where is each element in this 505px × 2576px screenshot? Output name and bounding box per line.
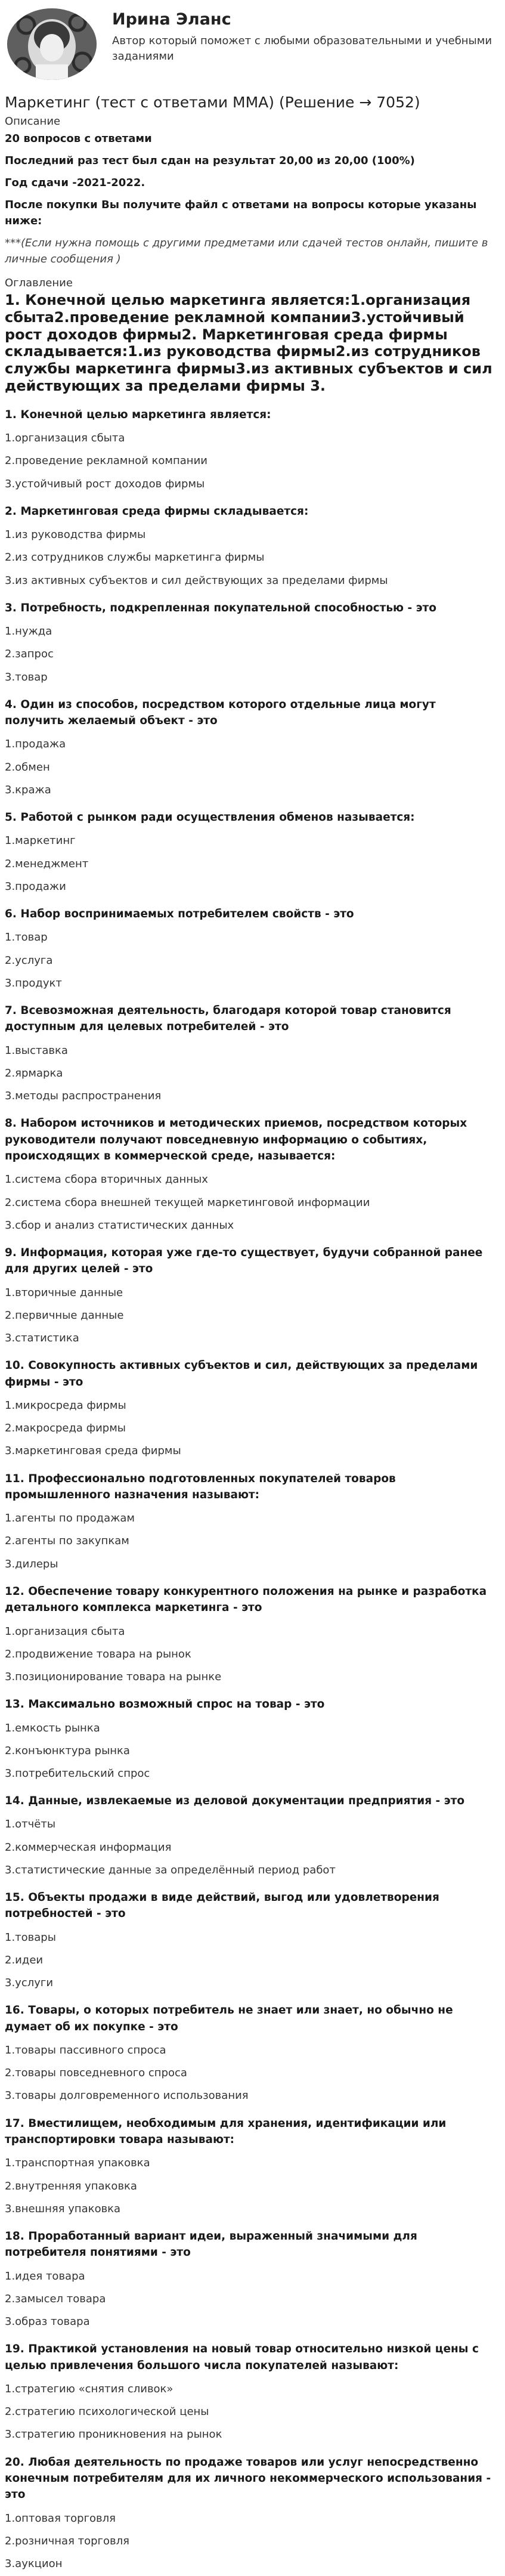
answer-option: 3.внешняя упаковка (5, 2202, 121, 2215)
question-block (5, 1890, 498, 1990)
answer-option: 2.товары повседневного спроса (5, 2067, 187, 2080)
answer-option: 1.организация сбыта (5, 432, 125, 445)
question-text: 11. Профессионально подготовленных покупателей товаров промышленного назначения называют: (5, 1472, 396, 1501)
answer-option: 1.выставка (5, 1044, 68, 1057)
question-text: 14. Данные, извлекаемые из деловой документации предприятия - это (5, 1795, 465, 1808)
question-block (5, 2002, 498, 2103)
question-block (5, 2228, 498, 2329)
question-block (5, 2341, 498, 2442)
question-text: 17. Вместилищем, необходимым для хранения, идентификации или транспортировки товара называют: (5, 2117, 447, 2146)
question-text: 3. Потребность, подкрепленная покупательной способностью - это (5, 601, 436, 614)
last-result: Последний раз тест был сдан на результат 20,00 из 20,00 (100%) (5, 154, 415, 167)
question-text: 8. Набором источников и методических приемов, посредством которых руководители получают повседневную информацию о событиях, происходящих в коммерческой среде, называется: (5, 1117, 467, 1162)
answer-option: 3.аукцион (5, 2558, 63, 2571)
answer-option: 3.услуги (5, 1977, 54, 1990)
question-block (5, 1357, 498, 1458)
question-text: 4. Один из способов, посредством которого отдельные лица могут получить желаемый объект - это (5, 698, 436, 728)
answer-option: 1.товары (5, 1931, 56, 1944)
answer-option: 3.устойчивый рост доходов фирмы (5, 477, 205, 490)
answer-option: 1.отчёты (5, 1818, 56, 1831)
answer-option: 1.транспортная упаковка (5, 2157, 150, 2170)
avatar-image (7, 8, 97, 80)
question-block (5, 2454, 498, 2572)
question-text: 15. Объекты продажи в виде действий, выгод или удовлетворения потребностей - это (5, 1891, 439, 1921)
answer-option: 3.продукт (5, 976, 62, 989)
answer-option: 2.агенты по закупкам (5, 1535, 129, 1548)
answer-option: 1.микросреда фирмы (5, 1399, 126, 1412)
question-block (5, 503, 498, 588)
answer-option: 2.запрос (5, 648, 54, 661)
answer-option: 3.дилеры (5, 1557, 58, 1570)
answer-option: 2.проведение рекламной компании (5, 454, 207, 468)
answer-option: 2.менеджмент (5, 857, 89, 870)
answer-option: 3.из активных субъектов и сил действующих за пределами фирмы (5, 574, 388, 587)
answer-option: 1.система сбора вторичных данных (5, 1173, 208, 1186)
question-text: 12. Обеспечение товару конкурентного положения на рынке и разработка детального комплекса маркетинга - это (5, 1585, 487, 1615)
answer-option: 2.коммерческая информация (5, 1841, 172, 1854)
answer-option: 2.внутренняя упаковка (5, 2179, 137, 2192)
question-text: 6. Набор воспринимаемых потребителем свойств - это (5, 907, 354, 920)
answer-option: 2.из сотрудников службы маркетинга фирмы (5, 551, 265, 564)
answer-option: 3.потребительский спрос (5, 1767, 150, 1780)
question-block (5, 1584, 498, 1684)
answer-option: 1.товар (5, 931, 48, 944)
answer-option: 1.идея товара (5, 2269, 85, 2283)
answer-option: 3.товары долговременного использования (5, 2089, 249, 2102)
question-text: 19. Практикой установления на новый товар относительно низкой цены с целью привлечения большого числа покупателей называют: (5, 2343, 479, 2372)
answer-option: 1.агенты по продажам (5, 1512, 135, 1525)
answer-option: 3.статистические данные за определённый период работ (5, 1863, 336, 1876)
question-text: 13. Максимально возможный спрос на товар - это (5, 1698, 325, 1711)
toc-label: Оглавление (5, 276, 73, 289)
question-block (5, 1696, 498, 1781)
author-header (5, 6, 498, 82)
answer-option: 3.статистика (5, 1332, 79, 1344)
answer-option: 2.первичные данные (5, 1309, 124, 1322)
answer-option: 3.позиционирование товара на рынке (5, 1670, 222, 1683)
answer-option: 1.из руководства фирмы (5, 528, 146, 542)
answer-option: 2.система сбора внешней текущей маркетинговой информации (5, 1196, 370, 1209)
question-block (5, 1471, 498, 1572)
question-text: 1. Конечной целью маркетинга является: (5, 408, 271, 421)
answer-option: 3.стратегию проникновения на рынок (5, 2428, 222, 2441)
page-title: Маркетинг (тест с ответами ММА) (Решение → 7052) (5, 94, 420, 111)
question-text: 20. Любая деятельность по продаже товаров или услуг непосредственно конечным потребителям для их личного некоммерческого использования - это (5, 2456, 491, 2501)
answer-option: 2.продвижение товара на рынок (5, 1647, 191, 1660)
question-block (5, 809, 498, 894)
author-description: Автор который поможет с любыми образовательными и учебными заданиями (112, 35, 492, 63)
answer-option: 1.организация сбыта (5, 1625, 125, 1638)
answer-option: 3.методы распространения (5, 1090, 162, 1102)
answer-option: 3.сбор и анализ статистических данных (5, 1219, 234, 1232)
question-block (5, 697, 498, 797)
answer-option: 2.ярмарка (5, 1066, 63, 1080)
author-name[interactable]: Ирина Эланс (112, 10, 231, 29)
question-text: 16. Товары, о которых потребитель не знает или знает, но обычно не думает об их покупке - это (5, 2004, 453, 2033)
question-block (5, 906, 498, 991)
answers-count: 20 вопросов с ответами (5, 132, 152, 145)
exam-year: Год сдачи -2021-2022. (5, 176, 145, 189)
question-list (5, 407, 498, 2571)
toc-summary: 1. Конечной целью маркетинга является:1.организация сбыта2.проведение рекламной компании3.устойчивый рост доходов фирмы2. Маркетинговая среда фирмы складывается:1.из руководства фирмы2.из сотрудников службы маркетинга фирмы3.из активных субъектов и сил действующих за пределами фирмы 3. (5, 292, 492, 395)
question-text: 2. Маркетинговая среда фирмы складывается: (5, 505, 309, 518)
description-label: Описание (5, 115, 61, 128)
answer-option: 1.стратегию «снятия сливок» (5, 2383, 174, 2395)
answer-option: 1.продажа (5, 738, 66, 751)
question-text: 5. Работой с рынком ради осуществления обменов называется: (5, 811, 415, 824)
question-block (5, 1793, 498, 1878)
answer-option: 1.товары пассивного спроса (5, 2044, 166, 2057)
answer-option: 2.идеи (5, 1953, 44, 1966)
answer-option: 2.конъюнктура рынка (5, 1744, 130, 1757)
answer-option: 1.маркетинг (5, 834, 76, 848)
answer-option: 2.макросреда фирмы (5, 1422, 126, 1435)
answer-option: 2.стратегию психологической цены (5, 2405, 209, 2419)
answer-option: 1.емкость рынка (5, 1721, 100, 1734)
help-note: ***(Если нужна помощь с другими предметами или сдачей тестов онлайн, пишите в личные сообщения ) (5, 236, 488, 265)
question-block (5, 2116, 498, 2216)
answer-option: 1.оптовая торговля (5, 2512, 116, 2525)
question-text: 7. Всевозможная деятельность, благодаря которой товар становится доступным для целевых потребителей - это (5, 1004, 451, 1034)
avatar[interactable] (7, 8, 97, 80)
question-text: 10. Совокупность активных субъектов и сил, действующих за пределами фирмы - это (5, 1359, 478, 1388)
answer-option: 1.вторичные данные (5, 1286, 123, 1299)
question-block (5, 600, 498, 685)
question-block (5, 1115, 498, 1233)
answer-option: 2.услуга (5, 954, 53, 967)
answer-option: 3.товар (5, 670, 48, 684)
question-text: 18. Проработанный вариант идеи, выраженный значимыми для потребителя понятиями - это (5, 2229, 417, 2259)
answer-option: 3.продажи (5, 880, 66, 893)
answer-option: 2.обмен (5, 760, 50, 774)
answer-option: 2.замысел товара (5, 2292, 106, 2305)
answer-option: 3.кража (5, 783, 51, 796)
question-block (5, 1245, 498, 1346)
question-block (5, 407, 498, 491)
question-block (5, 1003, 498, 1103)
question-text: 9. Информация, которая уже где-то существует, будучи собранной ранее для других целей - это (5, 1246, 483, 1276)
answer-option: 3.маркетинговая среда фирмы (5, 1445, 181, 1458)
purchase-note: После покупки Вы получите файл с ответами на вопросы которые указаны ниже: (5, 198, 477, 227)
answer-option: 2.розничная торговля (5, 2534, 129, 2547)
answer-option: 1.нужда (5, 625, 52, 638)
answer-option: 3.образ товара (5, 2315, 90, 2328)
